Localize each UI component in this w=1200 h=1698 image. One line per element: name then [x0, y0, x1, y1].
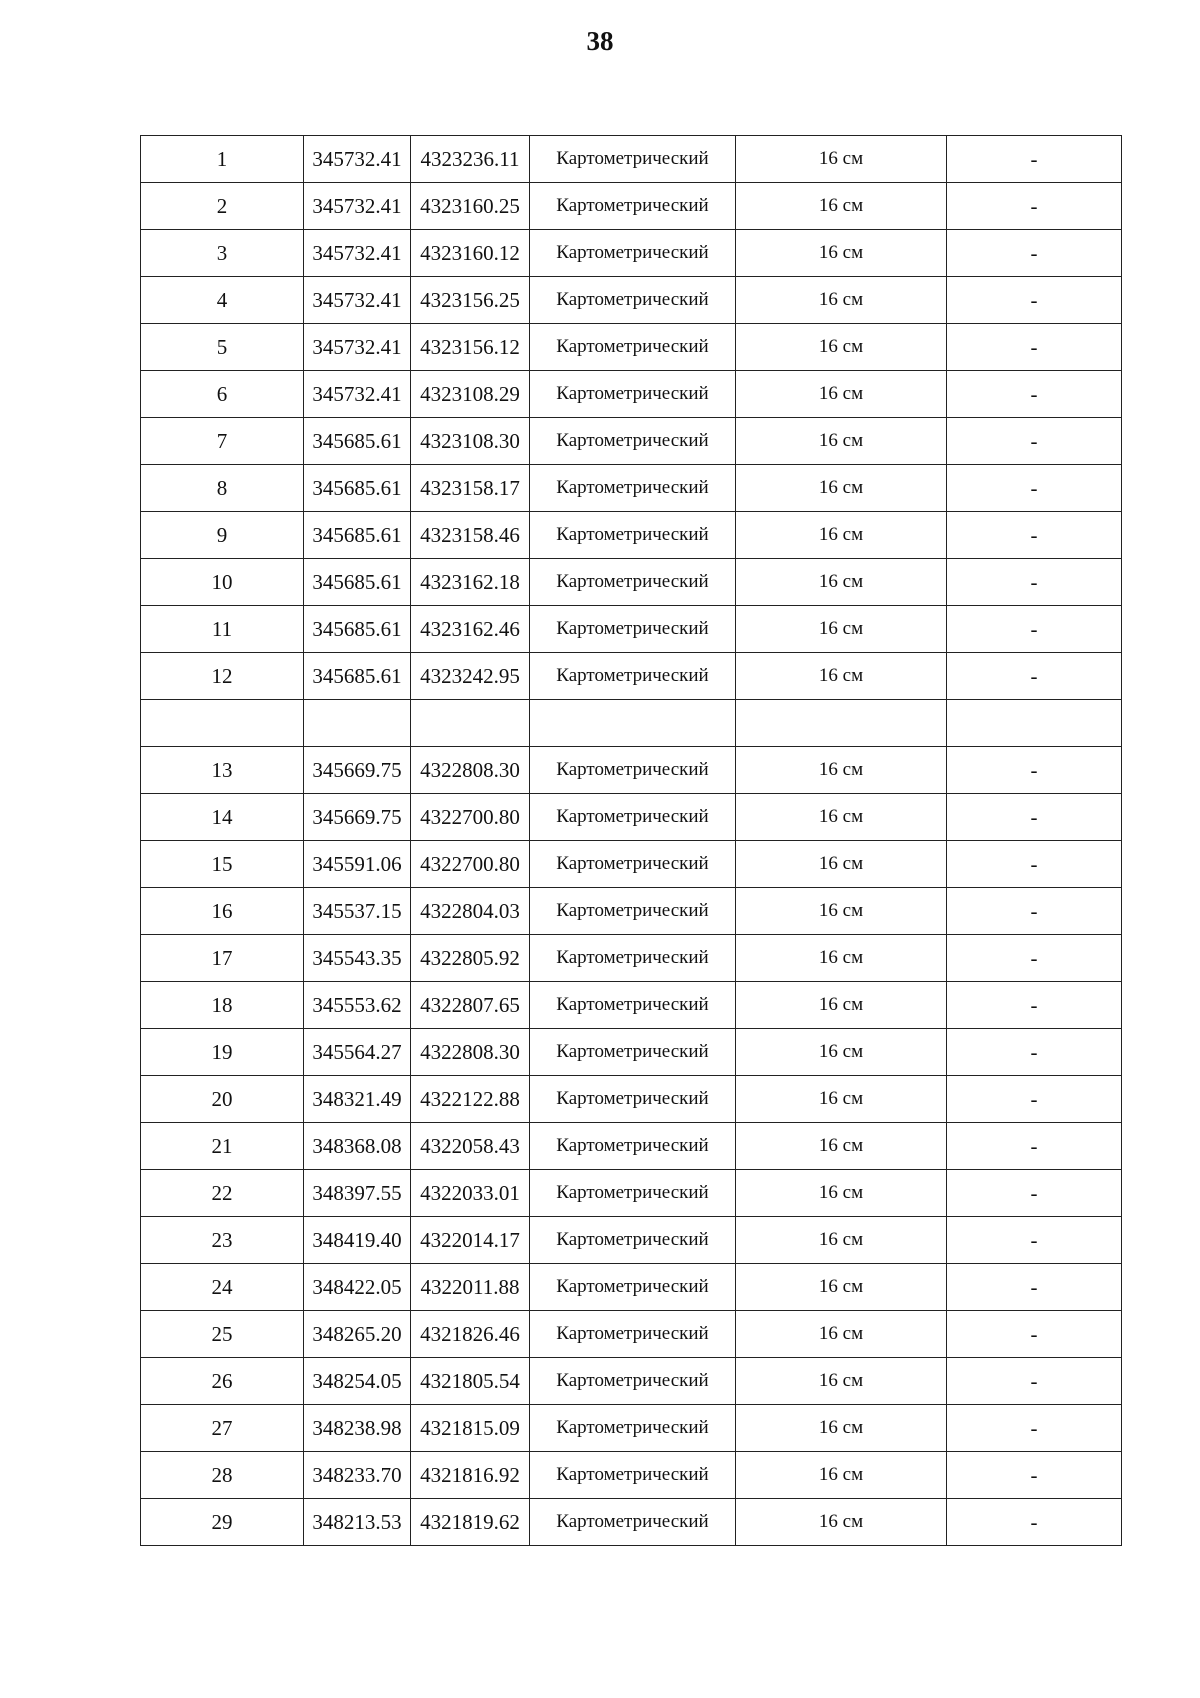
note-cell: -: [947, 1499, 1122, 1546]
x-coordinate-cell: 345669.75: [304, 794, 411, 841]
method-cell: Картометрический: [530, 653, 736, 700]
table-row: [141, 700, 1122, 747]
x-coordinate-cell: 348213.53: [304, 1499, 411, 1546]
point-number-cell: 19: [141, 1029, 304, 1076]
method-cell: Картометрический: [530, 1264, 736, 1311]
point-number-cell: 18: [141, 982, 304, 1029]
y-coordinate-cell: 4322033.01: [411, 1170, 530, 1217]
accuracy-cell: 16 см: [736, 1358, 947, 1405]
y-coordinate-cell: 4321805.54: [411, 1358, 530, 1405]
coordinates-table: [140, 135, 1122, 1546]
method-cell: Картометрический: [530, 794, 736, 841]
x-coordinate-cell: 348265.20: [304, 1311, 411, 1358]
point-number-cell: 17: [141, 935, 304, 982]
table-row: [141, 1076, 1122, 1123]
x-coordinate-cell: 345732.41: [304, 183, 411, 230]
method-cell: Картометрический: [530, 747, 736, 794]
note-cell: -: [947, 794, 1122, 841]
x-coordinate-cell: 345685.61: [304, 606, 411, 653]
note-cell: -: [947, 277, 1122, 324]
point-number-cell: 29: [141, 1499, 304, 1546]
method-cell: Картометрический: [530, 512, 736, 559]
y-coordinate-cell: 4322804.03: [411, 888, 530, 935]
x-coordinate-cell: 345553.62: [304, 982, 411, 1029]
table-row: [141, 606, 1122, 653]
y-coordinate-cell: 4323108.30: [411, 418, 530, 465]
table-row: [141, 794, 1122, 841]
note-cell: -: [947, 1405, 1122, 1452]
method-cell: Картометрический: [530, 982, 736, 1029]
table-row: [141, 1123, 1122, 1170]
table-row: [141, 136, 1122, 183]
note-cell: -: [947, 136, 1122, 183]
y-coordinate-cell: 4322014.17: [411, 1217, 530, 1264]
y-coordinate-cell: 4321815.09: [411, 1405, 530, 1452]
note-cell: -: [947, 512, 1122, 559]
table-row: [141, 653, 1122, 700]
accuracy-cell: 16 см: [736, 982, 947, 1029]
point-number-cell: 2: [141, 183, 304, 230]
method-cell: Картометрический: [530, 1217, 736, 1264]
y-coordinate-cell: 4321819.62: [411, 1499, 530, 1546]
accuracy-cell: 16 см: [736, 606, 947, 653]
x-coordinate-cell: 345669.75: [304, 747, 411, 794]
method-cell: Картометрический: [530, 277, 736, 324]
note-cell: -: [947, 465, 1122, 512]
accuracy-cell: 16 см: [736, 230, 947, 277]
point-number-cell: 27: [141, 1405, 304, 1452]
page-number: 38: [586, 26, 614, 56]
accuracy-cell: 16 см: [736, 747, 947, 794]
note-cell: -: [947, 418, 1122, 465]
point-number-cell: 23: [141, 1217, 304, 1264]
point-number-cell: 21: [141, 1123, 304, 1170]
method-cell: Картометрический: [530, 888, 736, 935]
note-cell: -: [947, 371, 1122, 418]
y-coordinate-cell: 4323162.18: [411, 559, 530, 606]
accuracy-cell: 16 см: [736, 277, 947, 324]
method-cell: Картометрический: [530, 183, 736, 230]
accuracy-cell: 16 см: [736, 888, 947, 935]
method-cell: Картометрический: [530, 606, 736, 653]
table-row: [141, 418, 1122, 465]
method-cell: Картометрический: [530, 136, 736, 183]
point-number-cell: 12: [141, 653, 304, 700]
x-coordinate-cell: 345732.41: [304, 324, 411, 371]
x-coordinate-cell: 345537.15: [304, 888, 411, 935]
x-coordinate-cell: 345685.61: [304, 418, 411, 465]
point-number-cell: 26: [141, 1358, 304, 1405]
note-cell: -: [947, 1217, 1122, 1264]
method-cell: Картометрический: [530, 418, 736, 465]
method-cell: Картометрический: [530, 935, 736, 982]
method-cell: [530, 700, 736, 747]
point-number-cell: 5: [141, 324, 304, 371]
accuracy-cell: 16 см: [736, 418, 947, 465]
x-coordinate-cell: 345685.61: [304, 653, 411, 700]
accuracy-cell: 16 см: [736, 512, 947, 559]
method-cell: Картометрический: [530, 1170, 736, 1217]
point-number-cell: [141, 700, 304, 747]
table-row: [141, 1358, 1122, 1405]
method-cell: Картометрический: [530, 465, 736, 512]
note-cell: -: [947, 935, 1122, 982]
point-number-cell: 11: [141, 606, 304, 653]
method-cell: Картометрический: [530, 1123, 736, 1170]
accuracy-cell: 16 см: [736, 1029, 947, 1076]
point-number-cell: 14: [141, 794, 304, 841]
method-cell: Картометрический: [530, 230, 736, 277]
x-coordinate-cell: 345685.61: [304, 559, 411, 606]
y-coordinate-cell: 4321816.92: [411, 1452, 530, 1499]
x-coordinate-cell: 348419.40: [304, 1217, 411, 1264]
accuracy-cell: 16 см: [736, 183, 947, 230]
note-cell: -: [947, 230, 1122, 277]
point-number-cell: 24: [141, 1264, 304, 1311]
accuracy-cell: 16 см: [736, 136, 947, 183]
table-row: [141, 183, 1122, 230]
method-cell: Картометрический: [530, 1358, 736, 1405]
point-number-cell: 8: [141, 465, 304, 512]
note-cell: -: [947, 183, 1122, 230]
note-cell: -: [947, 324, 1122, 371]
y-coordinate-cell: 4322805.92: [411, 935, 530, 982]
accuracy-cell: 16 см: [736, 841, 947, 888]
accuracy-cell: 16 см: [736, 794, 947, 841]
method-cell: Картометрический: [530, 324, 736, 371]
accuracy-cell: 16 см: [736, 1311, 947, 1358]
y-coordinate-cell: 4322011.88: [411, 1264, 530, 1311]
table-row: [141, 324, 1122, 371]
y-coordinate-cell: 4322122.88: [411, 1076, 530, 1123]
table-row: [141, 888, 1122, 935]
note-cell: -: [947, 653, 1122, 700]
y-coordinate-cell: 4323156.25: [411, 277, 530, 324]
x-coordinate-cell: 348238.98: [304, 1405, 411, 1452]
point-number-cell: 6: [141, 371, 304, 418]
x-coordinate-cell: 348422.05: [304, 1264, 411, 1311]
accuracy-cell: 16 см: [736, 1123, 947, 1170]
x-coordinate-cell: 345543.35: [304, 935, 411, 982]
point-number-cell: 3: [141, 230, 304, 277]
point-number-cell: 20: [141, 1076, 304, 1123]
accuracy-cell: [736, 700, 947, 747]
method-cell: Картометрический: [530, 371, 736, 418]
table-row: [141, 935, 1122, 982]
accuracy-cell: 16 см: [736, 1076, 947, 1123]
x-coordinate-cell: 345564.27: [304, 1029, 411, 1076]
x-coordinate-cell: 348397.55: [304, 1170, 411, 1217]
x-coordinate-cell: 348321.49: [304, 1076, 411, 1123]
y-coordinate-cell: [411, 700, 530, 747]
table-row: [141, 1029, 1122, 1076]
point-number-cell: 15: [141, 841, 304, 888]
y-coordinate-cell: 4323108.29: [411, 371, 530, 418]
method-cell: Картометрический: [530, 1405, 736, 1452]
point-number-cell: 7: [141, 418, 304, 465]
y-coordinate-cell: 4322700.80: [411, 794, 530, 841]
y-coordinate-cell: 4322808.30: [411, 747, 530, 794]
note-cell: -: [947, 1311, 1122, 1358]
point-number-cell: 16: [141, 888, 304, 935]
accuracy-cell: 16 см: [736, 1264, 947, 1311]
point-number-cell: 28: [141, 1452, 304, 1499]
table-row: [141, 1264, 1122, 1311]
x-coordinate-cell: 345685.61: [304, 465, 411, 512]
x-coordinate-cell: 348254.05: [304, 1358, 411, 1405]
method-cell: Картометрический: [530, 1499, 736, 1546]
table-row: [141, 512, 1122, 559]
x-coordinate-cell: 348233.70: [304, 1452, 411, 1499]
point-number-cell: 10: [141, 559, 304, 606]
method-cell: Картометрический: [530, 1029, 736, 1076]
table-row: [141, 1311, 1122, 1358]
point-number-cell: 13: [141, 747, 304, 794]
note-cell: -: [947, 1076, 1122, 1123]
accuracy-cell: 16 см: [736, 371, 947, 418]
note-cell: -: [947, 841, 1122, 888]
x-coordinate-cell: 345732.41: [304, 230, 411, 277]
table-row: [141, 1452, 1122, 1499]
y-coordinate-cell: 4323236.11: [411, 136, 530, 183]
y-coordinate-cell: 4323242.95: [411, 653, 530, 700]
note-cell: -: [947, 982, 1122, 1029]
table-row: [141, 1217, 1122, 1264]
point-number-cell: 1: [141, 136, 304, 183]
method-cell: Картометрический: [530, 1311, 736, 1358]
y-coordinate-cell: 4322058.43: [411, 1123, 530, 1170]
y-coordinate-cell: 4323162.46: [411, 606, 530, 653]
note-cell: -: [947, 1123, 1122, 1170]
y-coordinate-cell: 4322807.65: [411, 982, 530, 1029]
note-cell: [947, 700, 1122, 747]
point-number-cell: 25: [141, 1311, 304, 1358]
table-row: [141, 982, 1122, 1029]
accuracy-cell: 16 см: [736, 1170, 947, 1217]
note-cell: -: [947, 606, 1122, 653]
y-coordinate-cell: 4323160.25: [411, 183, 530, 230]
table-row: [141, 230, 1122, 277]
point-number-cell: 22: [141, 1170, 304, 1217]
accuracy-cell: 16 см: [736, 324, 947, 371]
accuracy-cell: 16 см: [736, 653, 947, 700]
note-cell: -: [947, 888, 1122, 935]
note-cell: -: [947, 1264, 1122, 1311]
x-coordinate-cell: 345591.06: [304, 841, 411, 888]
table-row: [141, 1405, 1122, 1452]
y-coordinate-cell: 4323158.17: [411, 465, 530, 512]
y-coordinate-cell: 4322700.80: [411, 841, 530, 888]
note-cell: -: [947, 1170, 1122, 1217]
y-coordinate-cell: 4323160.12: [411, 230, 530, 277]
note-cell: -: [947, 559, 1122, 606]
coordinates-table-body: [141, 136, 1122, 1546]
x-coordinate-cell: [304, 700, 411, 747]
method-cell: Картометрический: [530, 1452, 736, 1499]
table-row: [141, 277, 1122, 324]
accuracy-cell: 16 см: [736, 1217, 947, 1264]
table-row: [141, 747, 1122, 794]
method-cell: Картометрический: [530, 841, 736, 888]
x-coordinate-cell: 345685.61: [304, 512, 411, 559]
point-number-cell: 4: [141, 277, 304, 324]
method-cell: Картометрический: [530, 559, 736, 606]
table-row: [141, 1499, 1122, 1546]
accuracy-cell: 16 см: [736, 1499, 947, 1546]
note-cell: -: [947, 747, 1122, 794]
method-cell: Картометрический: [530, 1076, 736, 1123]
point-number-cell: 9: [141, 512, 304, 559]
table-row: [141, 371, 1122, 418]
accuracy-cell: 16 см: [736, 1452, 947, 1499]
x-coordinate-cell: 345732.41: [304, 371, 411, 418]
y-coordinate-cell: 4323158.46: [411, 512, 530, 559]
accuracy-cell: 16 см: [736, 1405, 947, 1452]
y-coordinate-cell: 4321826.46: [411, 1311, 530, 1358]
accuracy-cell: 16 см: [736, 935, 947, 982]
y-coordinate-cell: 4322808.30: [411, 1029, 530, 1076]
y-coordinate-cell: 4323156.12: [411, 324, 530, 371]
note-cell: -: [947, 1358, 1122, 1405]
accuracy-cell: 16 см: [736, 465, 947, 512]
note-cell: -: [947, 1029, 1122, 1076]
table-row: [141, 1170, 1122, 1217]
x-coordinate-cell: 345732.41: [304, 277, 411, 324]
table-row: [141, 841, 1122, 888]
x-coordinate-cell: 348368.08: [304, 1123, 411, 1170]
accuracy-cell: 16 см: [736, 559, 947, 606]
note-cell: -: [947, 1452, 1122, 1499]
table-row: [141, 559, 1122, 606]
x-coordinate-cell: 345732.41: [304, 136, 411, 183]
table-row: [141, 465, 1122, 512]
